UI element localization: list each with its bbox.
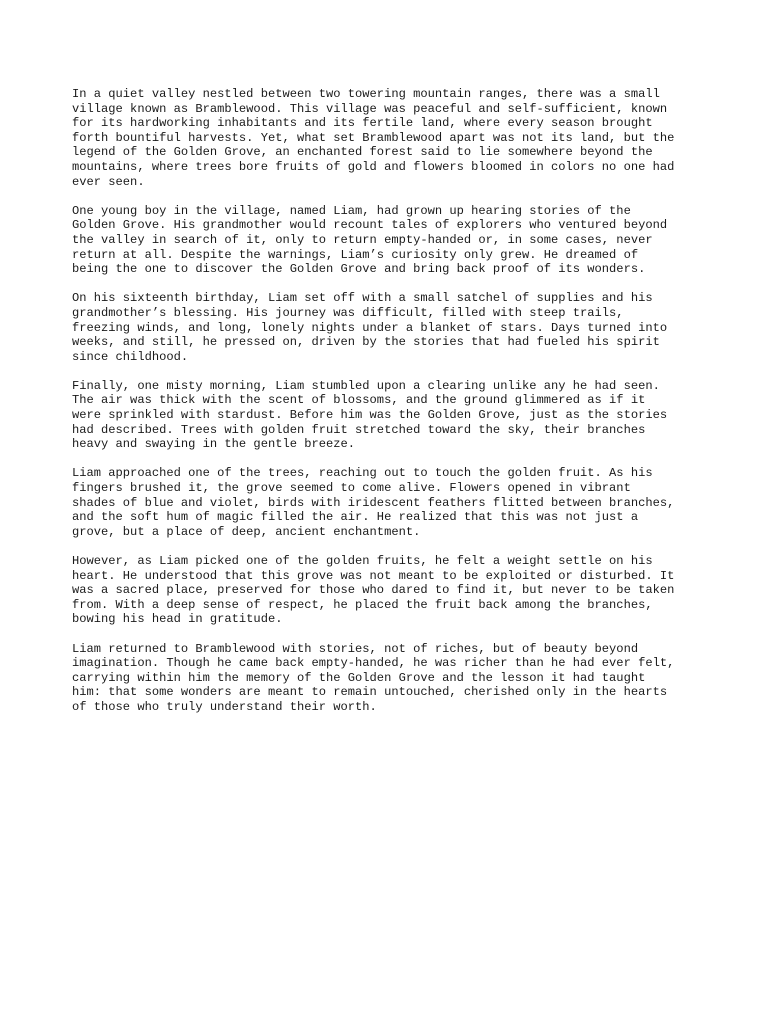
text-line: weeks, and still, he pressed on, driven by the stories that had fueled his spirit xyxy=(72,335,660,350)
text-line: village known as Bramblewood. This village was peaceful and self-sufficient, known xyxy=(72,101,668,116)
text-line: ever seen. xyxy=(72,174,145,189)
paragraph xyxy=(72,466,712,539)
text-line: Golden Grove. His grandmother would recount tales of explorers who ventured beyond xyxy=(72,218,668,233)
text-line: heavy and swaying in the gentle breeze. xyxy=(72,437,356,452)
text-line: legend of the Golden Grove, an enchanted forest said to lie somewhere beyond the xyxy=(72,145,653,160)
text-line: Finally, one misty morning, Liam stumbled upon a clearing unlike any he had seen. xyxy=(72,378,660,393)
paragraph xyxy=(72,379,712,452)
text-line: from. With a deep sense of respect, he placed the fruit back among the branches, xyxy=(72,597,653,612)
text-line: him: that some wonders are meant to remain untouched, cherished only in the hearts xyxy=(72,685,668,700)
text-line: being the one to discover the Golden Grove and bring back proof of its wonders. xyxy=(72,262,646,277)
story-body xyxy=(72,87,712,729)
paragraph xyxy=(72,291,712,364)
text-line: heart. He understood that this grove was not meant to be exploited or disturbed. It xyxy=(72,568,675,583)
text-line: the valley in search of it, only to return empty-handed or, in some cases, never xyxy=(72,232,653,247)
text-line: forth bountiful harvests. Yet, what set Bramblewood apart was not its land, but the xyxy=(72,130,675,145)
text-line: bowing his head in gratitude. xyxy=(72,612,283,627)
text-line: One young boy in the village, named Liam, had grown up hearing stories of the xyxy=(72,203,631,218)
text-line: since childhood. xyxy=(72,349,189,364)
paragraph xyxy=(72,554,712,627)
paragraph xyxy=(72,87,712,189)
text-line: grandmother’s blessing. His journey was difficult, filled with steep trails, xyxy=(72,305,624,320)
text-line: carrying within him the memory of the Golden Grove and the lesson it had taught xyxy=(72,670,646,685)
text-line: had described. Trees with golden fruit stretched toward the sky, their branches xyxy=(72,422,646,437)
text-line: was a sacred place, preserved for those who dared to find it, but never to be taken xyxy=(72,583,675,598)
paragraph xyxy=(72,642,712,715)
text-line: Liam returned to Bramblewood with stories, not of riches, but of beauty beyond xyxy=(72,641,639,656)
text-line: of those who truly understand their worth. xyxy=(72,699,377,714)
text-line: mountains, where trees bore fruits of gold and flowers bloomed in colors no one had xyxy=(72,159,675,174)
text-line: freezing winds, and long, lonely nights under a blanket of stars. Days turned into xyxy=(72,320,668,335)
text-line: grove, but a place of deep, ancient enchantment. xyxy=(72,524,421,539)
text-line: However, as Liam picked one of the golden fruits, he felt a weight settle on his xyxy=(72,554,653,568)
text-line: were sprinkled with stardust. Before him was the Golden Grove, just as the stories xyxy=(72,408,668,423)
text-line: imagination. Though he came back empty-handed, he was richer than he had ever felt, xyxy=(72,656,675,671)
text-line: Liam approached one of the trees, reaching out to touch the golden fruit. As his xyxy=(72,466,653,481)
text-line: shades of blue and violet, birds with iridescent feathers flitted between branches, xyxy=(72,495,675,510)
text-line: return at all. Despite the warnings, Liam’s curiosity only grew. He dreamed of xyxy=(72,247,639,262)
text-line: for its hardworking inhabitants and its fertile land, where every season brought xyxy=(72,116,653,131)
text-line: On his sixteenth birthday, Liam set off with a small satchel of supplies and his xyxy=(72,291,653,306)
text-line: The air was thick with the scent of blossoms, and the ground glimmered as if it xyxy=(72,393,646,408)
text-line: and the soft hum of magic filled the air. He realized that this was not just a xyxy=(72,510,639,525)
text-line: fingers brushed it, the grove seemed to come alive. Flowers opened in vibrant xyxy=(72,481,631,496)
text-line: In a quiet valley nestled between two towering mountain ranges, there was a small xyxy=(72,87,660,101)
paragraph xyxy=(72,204,712,277)
